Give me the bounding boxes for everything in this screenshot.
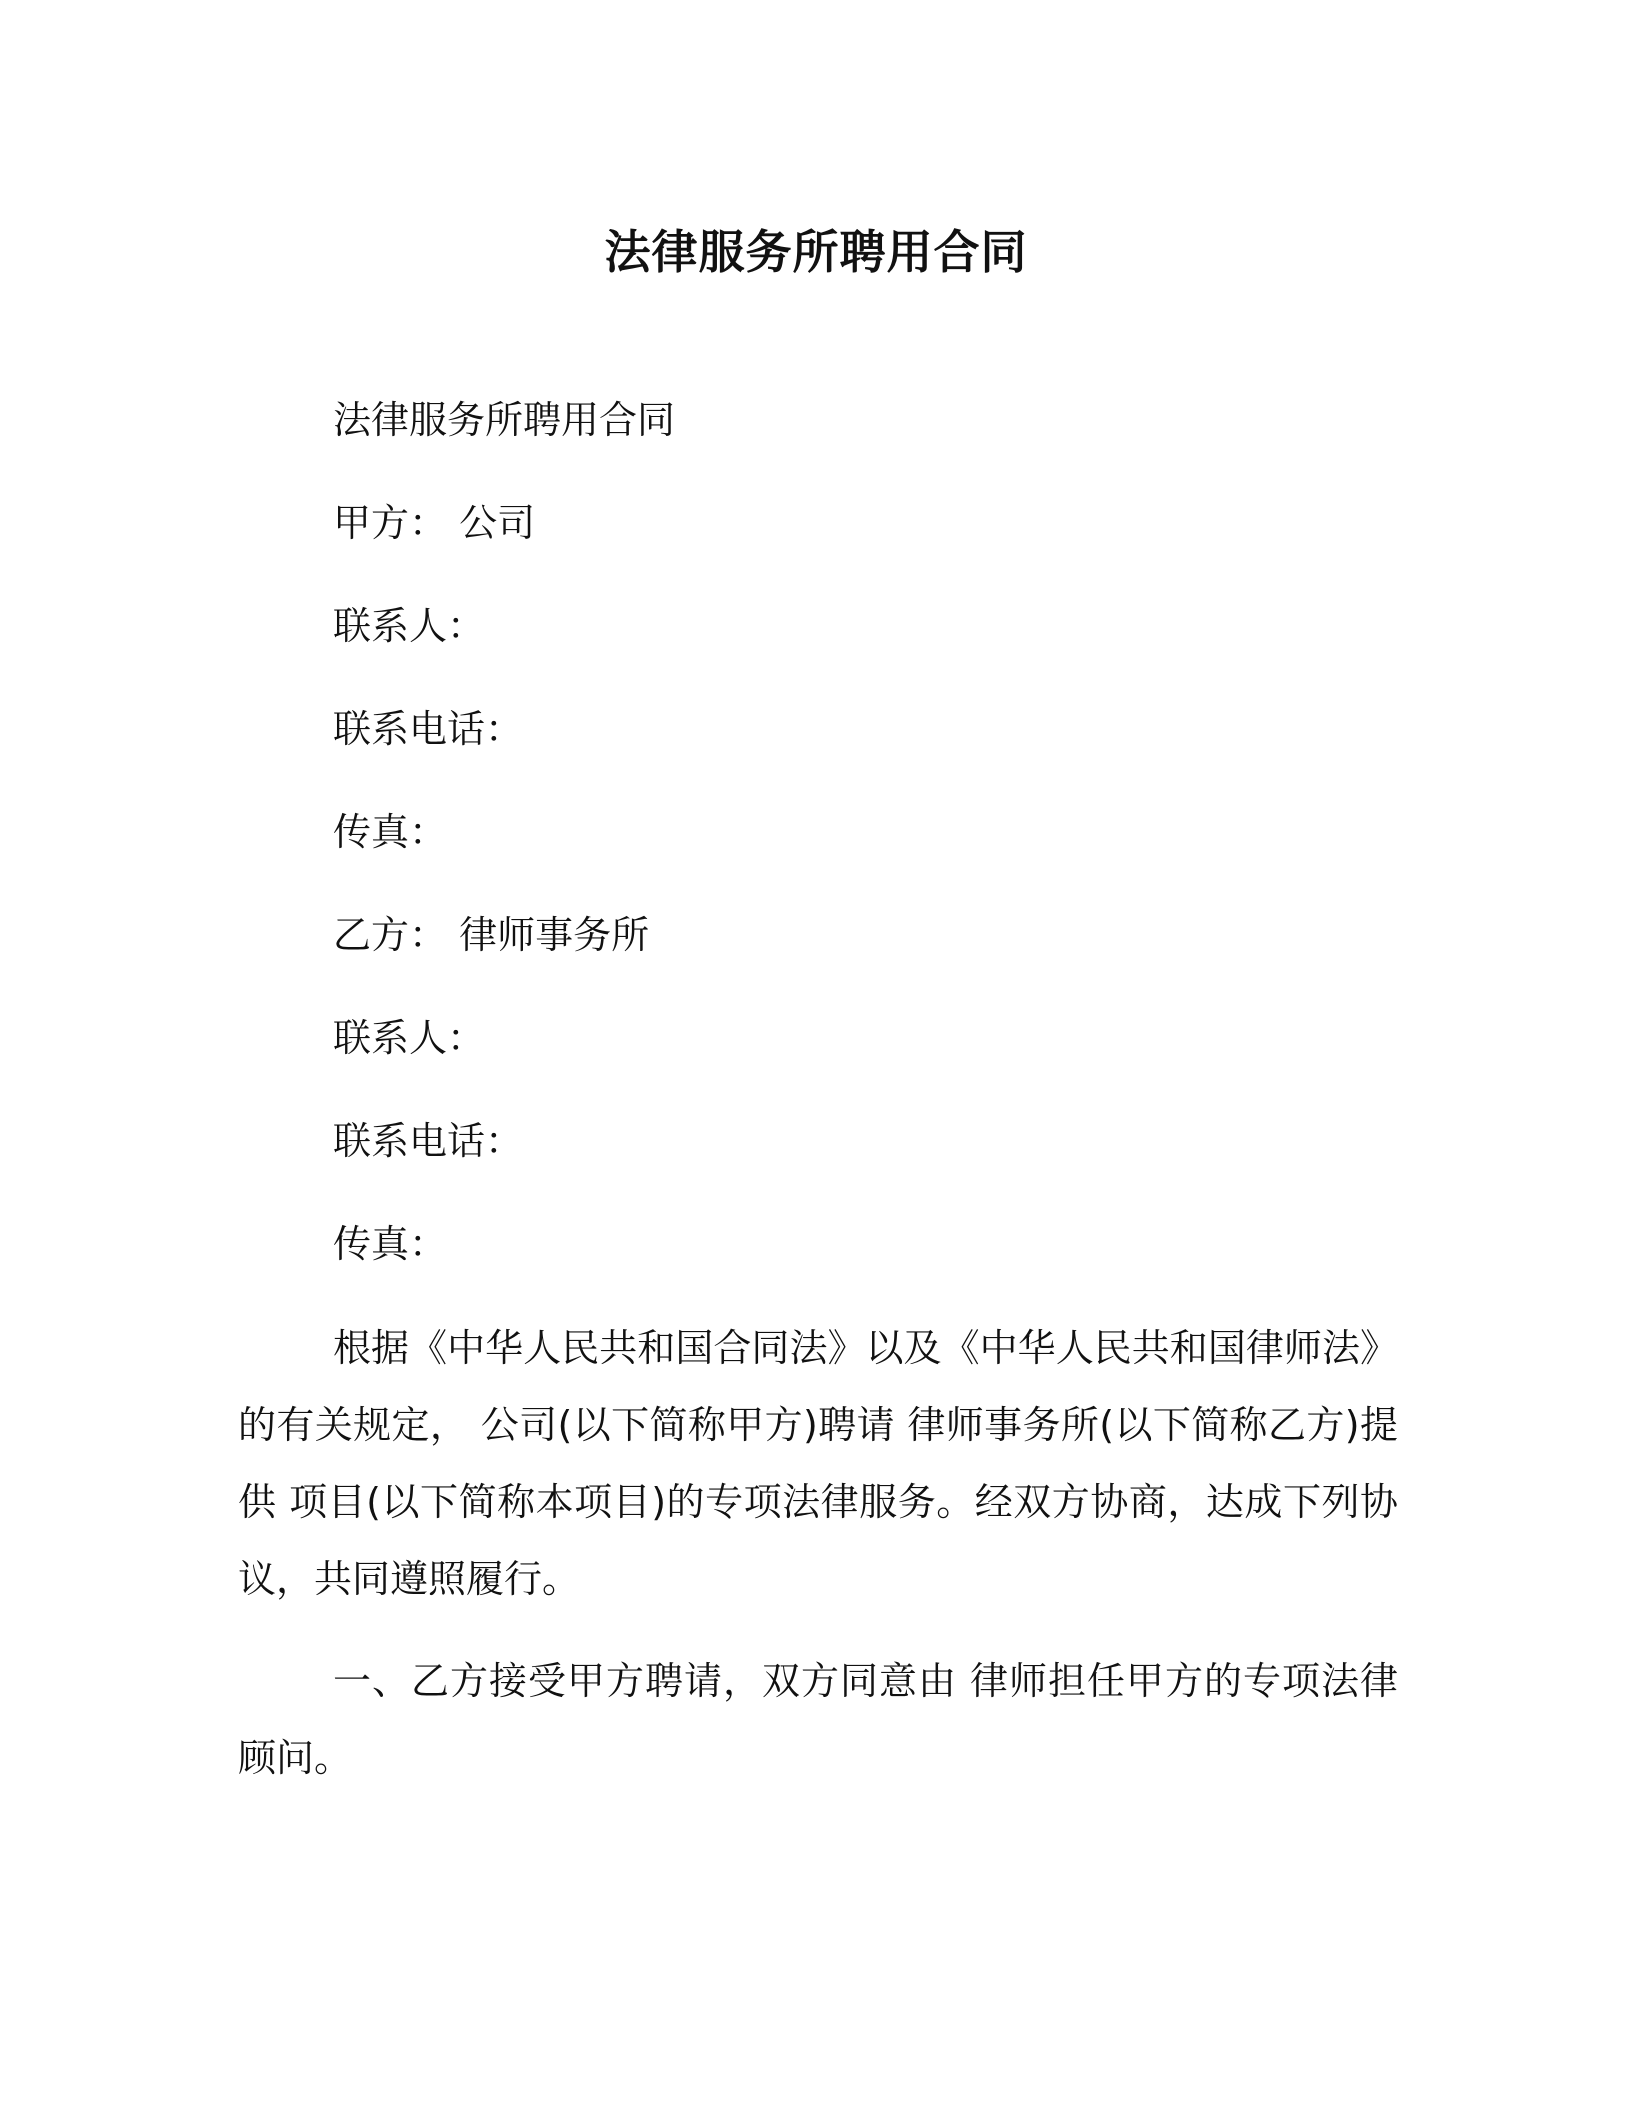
document-title: 法律服务所聘用合同 [604,225,1028,279]
party-a-fax-line: 传真： [333,810,448,854]
party-b-fax-line: 传真： [333,1222,448,1266]
party-b-line: 乙方： 律师事务所 [333,913,650,957]
party-a-contact-line: 联系人： [333,604,486,648]
preamble-paragraph: 根据《中华人民共和国合同法》以及《中华人民共和国律师法》的有关规定， 公司(以下简称甲方)聘请 律师事务所(以下简称乙方)提供 项目(以下简称本项目)的专项法律服务。经双方协商，达成下列协议，共同遵照履行。 [238,1326,1398,1601]
party-b-contact-line: 联系人： [333,1016,486,1060]
contract-subtitle: 法律服务所聘用合同 [333,398,676,442]
party-a-line: 甲方： 公司 [333,501,536,545]
party-b-phone-line: 联系电话： [333,1119,524,1163]
party-a-phone-line: 联系电话： [333,707,524,751]
clause-1-paragraph: 一、乙方接受甲方聘请，双方同意由 律师担任甲方的专项法律顾问。 [238,1659,1398,1780]
